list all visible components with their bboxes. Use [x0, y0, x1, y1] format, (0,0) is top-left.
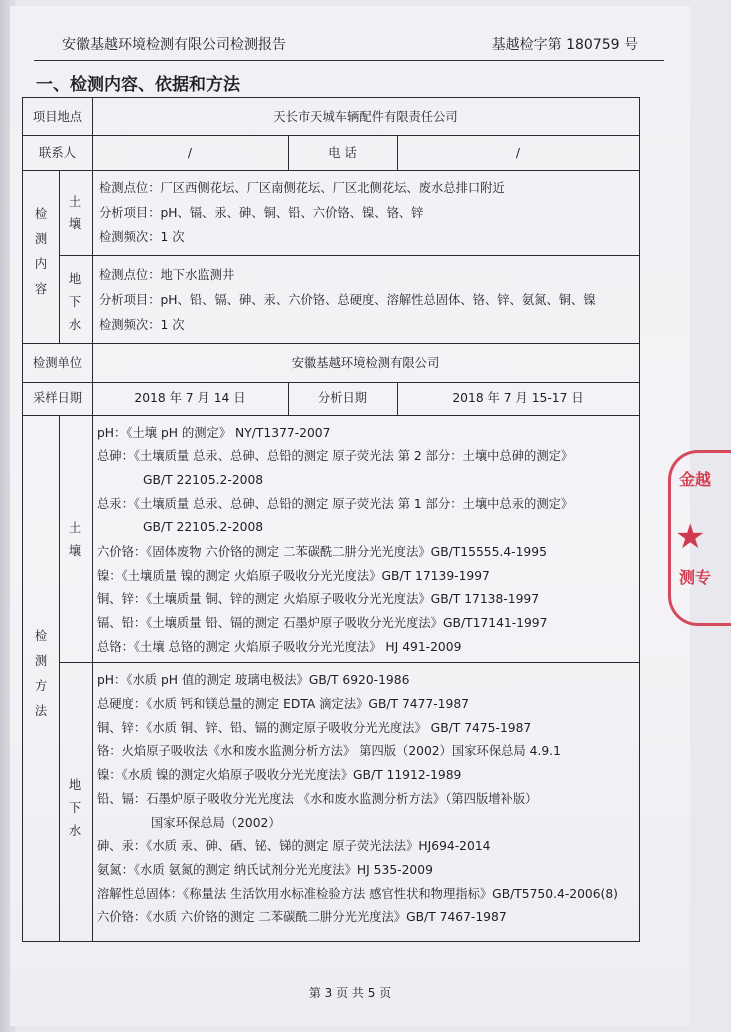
soil-label-char: 土 [68, 195, 82, 209]
groundwater-method-label-char: 下 [68, 801, 82, 815]
analysis-date-label: 分析日期 [317, 391, 368, 405]
seal-text-bottom: 测专 [679, 568, 712, 587]
section-title: 一、检测内容、依据和方法 [36, 75, 240, 95]
inspection-seal [668, 450, 731, 626]
soil-method-line: GB/T 22105.2-2008 [143, 473, 264, 487]
soil-content-line: 检测频次：1 次 [99, 230, 185, 244]
groundwater-method-line: 镍：《水质 镍的测定火焰原子吸收分光光度法》GB/T 11912-1989 [97, 768, 462, 782]
content-label-char: 测 [34, 232, 48, 246]
contact-value: / [187, 146, 193, 160]
groundwater-content-line: 检测点位：地下水监测井 [99, 268, 235, 282]
soil-method-line: 六价铬：《固体废物 六价铬的测定 二苯碳酰二肼分光光度法》GB/T15555.4-1995 [97, 545, 547, 559]
row-divider [59, 255, 639, 256]
soil-method-label-char: 壤 [68, 544, 82, 558]
content-label-char: 容 [34, 282, 48, 296]
groundwater-method-line: 铜、锌：《水质 铜、锌、铅、镉的测定原子吸收分光光度法》 GB/T 7475-1987 [97, 721, 532, 735]
soil-label-char: 壤 [68, 217, 82, 231]
col-divider [92, 170, 93, 343]
page-footer: 第 3 页 共 5 页 [308, 986, 392, 1000]
analysis-date-value: 2018 年 7 月 15-17 日 [452, 391, 584, 405]
sampling-date-value: 2018 年 7 月 14 日 [134, 391, 246, 405]
row-divider [23, 415, 639, 416]
row-divider [23, 170, 639, 171]
seal-text-top: 金越 [679, 470, 712, 489]
groundwater-label-char: 下 [68, 295, 82, 309]
content-label-char: 内 [34, 257, 48, 271]
soil-method-line: 镍：《土壤质量 镍的测定 火焰原子吸收分光光度法》GB/T 17139-1997 [97, 569, 490, 583]
groundwater-method-label-char: 水 [68, 824, 82, 838]
method-label-char: 测 [34, 654, 48, 668]
groundwater-method-line: 国家环保总局（2002） [151, 816, 281, 830]
soil-content-line: 分析项目：pH、镉、汞、砷、铜、铅、六价铬、镍、铬、锌 [99, 206, 424, 220]
soil-method-line: 铜、锌：《土壤质量 铜、锌的测定 火焰原子吸收分光光度法》GB/T 17138-1997 [97, 592, 540, 606]
method-label-char: 法 [34, 704, 48, 718]
lab-label: 检测单位 [32, 356, 83, 370]
report-header-title: 安徽基越环境检测有限公司检测报告 [62, 37, 286, 53]
soil-method-line: pH：《土壤 pH 的测定》 NY/T1377-2007 [97, 426, 331, 440]
groundwater-method-line: 砷、汞：《水质 汞、砷、硒、铋、锑的测定 原子荧光法法》HJ694-2014 [97, 839, 491, 853]
soil-method-line: 总汞：《土壤质量 总汞、总砷、总铅的测定 原子荧光法 第 1 部分：土壤中总汞的测定》 [97, 497, 574, 511]
soil-content-line: 检测点位：厂区西侧花坛、厂区南侧花坛、厂区北侧花坛、废水总排口附近 [99, 181, 505, 195]
row-divider [23, 135, 639, 136]
phone-label: 电 话 [328, 146, 357, 160]
col-divider [59, 415, 60, 942]
report-number: 基越检字第 180759 号 [491, 37, 638, 53]
method-label-char: 方 [34, 679, 48, 693]
project-site-value: 天长市天城车辆配件有限责任公司 [273, 110, 458, 124]
phone-value: / [515, 146, 521, 160]
groundwater-method-line: 六价铬：《水质 六价铬的测定 二苯碳酰二肼分光光度法》GB/T 7467-1987 [97, 910, 507, 924]
seal-star-icon: ★ [675, 517, 706, 557]
contact-label: 联系人 [39, 146, 76, 160]
groundwater-method-line: 溶解性总固体：《称量法 生活饮用水标准检验方法 感官性状和物理指标》GB/T5750.4-2006(8) [97, 887, 618, 901]
project-site-label: 项目地点 [32, 110, 83, 124]
col-divider [59, 170, 60, 343]
groundwater-method-line: pH：《水质 pH 值的测定 玻璃电极法》GB/T 6920-1986 [97, 673, 410, 687]
groundwater-content-line: 检测频次：1 次 [99, 318, 185, 332]
inspection-table [22, 97, 640, 942]
groundwater-label-char: 地 [68, 272, 82, 286]
soil-method-line: GB/T 22105.2-2008 [143, 520, 264, 534]
groundwater-method-line: 铬：火焰原子吸收法《水和废水监测分析方法》 第四版（2002）国家环保总局 4.9.1 [97, 744, 561, 758]
header-divider [34, 60, 664, 61]
groundwater-method-line: 总硬度：《水质 钙和镁总量的测定 EDTA 滴定法》GB/T 7477-1987 [97, 697, 469, 711]
row-divider [23, 382, 639, 383]
lab-value: 安徽基越环境检测有限公司 [291, 356, 440, 370]
row-divider [59, 662, 639, 663]
groundwater-label-char: 水 [68, 318, 82, 332]
sampling-date-label: 采样日期 [32, 391, 83, 405]
soil-method-line: 总铬：《土壤 总铬的测定 火焰原子吸收分光光度法》 HJ 491-2009 [97, 640, 462, 654]
groundwater-method-line: 氨氮：《水质 氨氮的测定 纳氏试剂分光光度法》HJ 535-2009 [97, 863, 433, 877]
groundwater-content-line: 分析项目：pH、铅、镉、砷、汞、六价铬、总硬度、溶解性总固体、铬、锌、氨氮、铜、镍 [99, 293, 596, 307]
method-label-char: 检 [34, 629, 48, 643]
groundwater-method-line: 铅、镉：石墨炉原子吸收分光光度法 《水和废水监测分析方法》（第四版增补版） [97, 792, 538, 806]
soil-method-line: 总砷：《土壤质量 总汞、总砷、总铅的测定 原子荧光法 第 2 部分：土壤中总砷的测定》 [97, 449, 574, 463]
soil-method-line: 镉、铅：《土壤质量 铅、镉的测定 石墨炉原子吸收分光光度法》GB/T17141-1997 [97, 616, 548, 630]
groundwater-method-label-char: 地 [68, 778, 82, 792]
soil-method-label-char: 土 [68, 521, 82, 535]
content-label-char: 检 [34, 207, 48, 221]
row-divider [23, 343, 639, 344]
col-divider [92, 415, 93, 942]
